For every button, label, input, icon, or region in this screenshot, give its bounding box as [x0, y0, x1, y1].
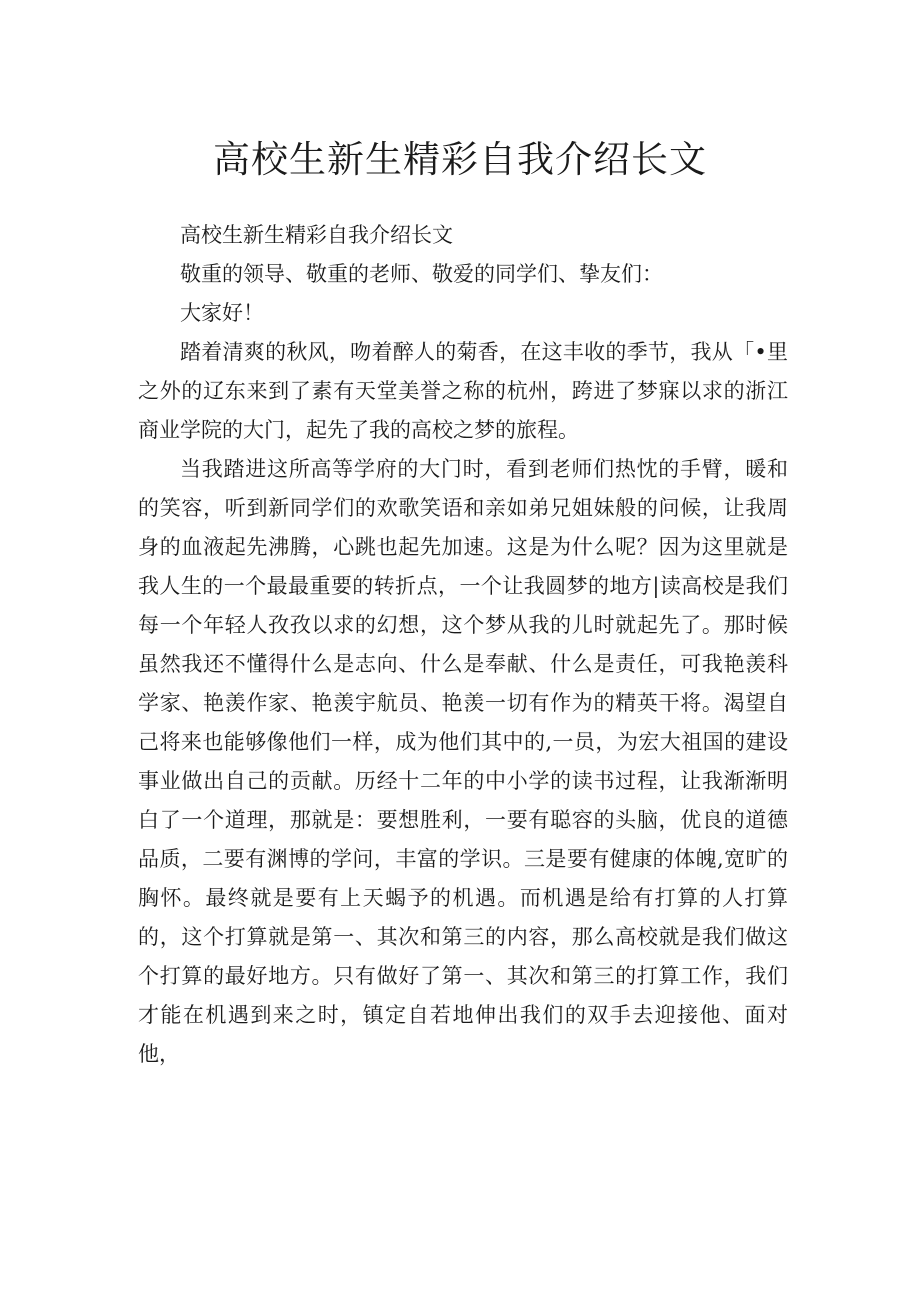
- document-body: [138, 216, 788, 1074]
- paragraph-arrival: 踏着清爽的秋风，吻着醉人的菊香，在这丰收的季节，我从「•里之外的辽东来到了素有天堂美誉之称的杭州，跨进了梦寐以求的浙江商业学院的大门，起先了我的高校之梦的旅程。: [138, 340, 788, 442]
- paragraph-greeting: 大家好！: [180, 301, 264, 325]
- document-title: 高校生新生精彩自我介绍长文: [213, 138, 707, 181]
- paragraph-salutation: 敬重的领导、敬重的老师、敬爱的同学们、挚友们：: [180, 262, 663, 286]
- paragraph-subtitle: 高校生新生精彩自我介绍长文: [180, 223, 453, 247]
- paragraph-university-dream: 当我踏进这所高等学府的大门时，看到老师们热忱的手臂，暖和的笑容，听到新同学们的欢歌笑语和亲如弟兄姐妹般的问候，让我周身的血液起先沸腾，心跳也起先加速。这是为什么呢？因为这里就是我人生的一个最最重要的转折点，一个让我圆梦的地方|读高校是我们每一个年轻人孜孜以求的幻想，这个梦从我的儿时就起先了。那时候虽然我还不懂得什么是志向、什么是奉献、什么是责任，可我艳羡科学家、艳羡作家、艳羡宇航员、艳羡一切有作为的精英干将。渴望自己将来也能够像他们一样，成为他们其中的,一员，为宏大祖国的建设事业做出自己的贡献。历经十二年的中小学的读书过程，让我渐渐明白了一个道理，那就是：要想胜利，一要有聪容的头脑，优良的道德品质，二要有渊博的学问，丰富的学识。三是要有健康的体魄,宽旷的胸怀。最终就是要有上天蝎予的机遇。而机遇是给有打算的人打算的，这个打算就是第一、其次和第三的内容，那么高校就是我们做这个打算的最好地方。只有做好了第一、其次和第三的打算工作，我们才能在机遇到来之时，镇定自若地伸出我们的双手去迎接他、面对他，: [138, 457, 788, 1066]
